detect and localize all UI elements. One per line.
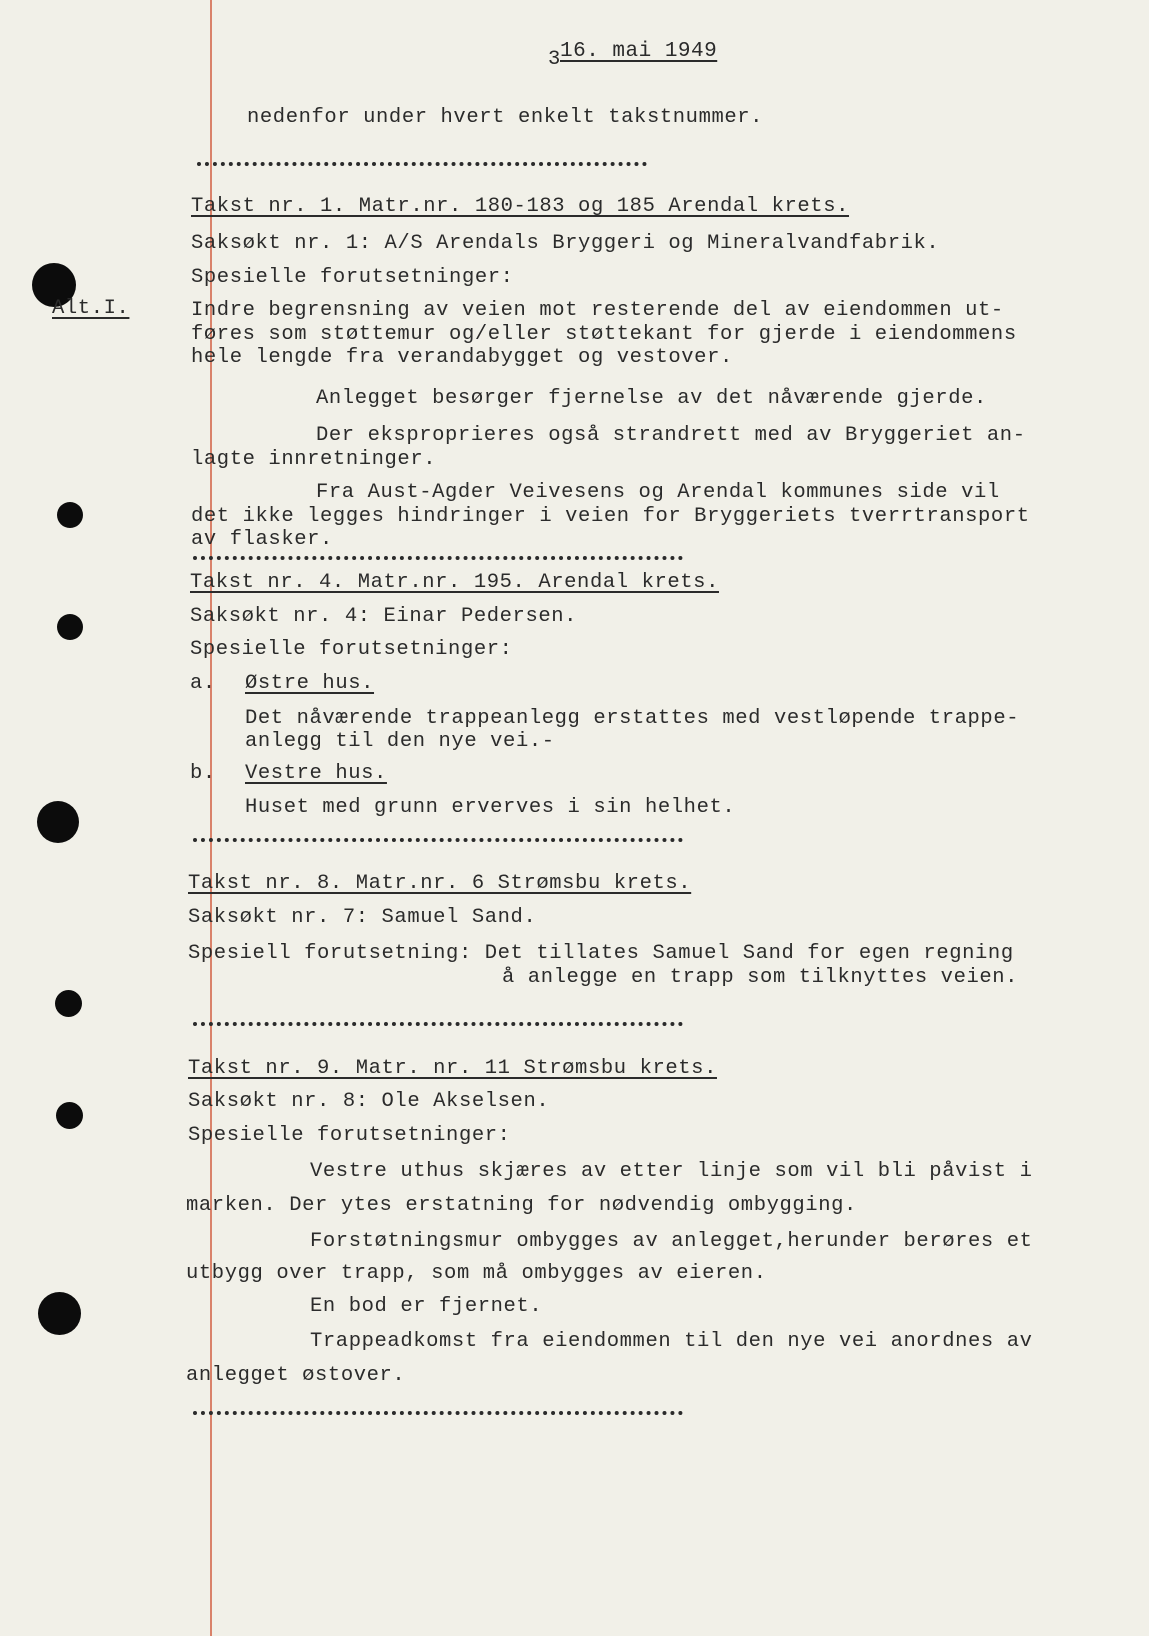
takst-9-text: utbygg over trapp, som må ombygges av eieren. bbox=[186, 1262, 767, 1285]
takst-1-text: lagte innretninger. bbox=[191, 448, 437, 471]
item-a-text: anlegg til den nye vei.- bbox=[245, 730, 555, 753]
takst-1-text: av flasker. bbox=[191, 528, 333, 551]
takst-8-text: å anlegge en trapp som tilknyttes veien. bbox=[502, 966, 1019, 989]
takst-9-text: marken. Der ytes erstatning for nødvendig ombygging. bbox=[186, 1194, 857, 1217]
takst-9-text: Vestre uthus skjæres av etter linje som vil bli påvist i bbox=[310, 1160, 1033, 1183]
item-a-title: Østre hus. bbox=[245, 672, 375, 695]
page-number: 3 bbox=[548, 48, 561, 71]
takst-4-saksokt: Saksøkt nr. 4: Einar Pedersen. bbox=[190, 605, 578, 628]
binder-hole bbox=[55, 990, 82, 1017]
takst-8-heading: Takst nr. 8. Matr.nr. 6 Strømsbu krets. bbox=[188, 872, 692, 895]
takst-1-heading: Takst nr. 1. Matr.nr. 180-183 og 185 Arendal krets. bbox=[191, 195, 850, 218]
takst-9-text: anlegget østover. bbox=[186, 1364, 406, 1387]
item-a-marker: a. bbox=[190, 672, 216, 695]
margin-note: Alt.I. bbox=[52, 297, 130, 320]
takst-1-label: Spesielle forutsetninger: bbox=[191, 266, 514, 289]
intro-line: nedenfor under hvert enkelt takstnummer. bbox=[247, 106, 764, 129]
binder-hole bbox=[57, 614, 83, 640]
takst-1-text: Indre begrensning av veien mot resterende del av eiendommen ut- bbox=[191, 299, 1004, 322]
takst-8-text: Spesiell forutsetning: Det tillates Samuel Sand for egen regning bbox=[188, 942, 1014, 965]
dot-separator bbox=[193, 1411, 683, 1415]
dot-separator bbox=[193, 556, 683, 560]
binder-hole bbox=[56, 1102, 83, 1129]
takst-9-text: En bod er fjernet. bbox=[310, 1295, 543, 1318]
takst-1-text: Anlegget besørger fjernelse av det nåværende gjerde. bbox=[316, 387, 987, 410]
takst-4-label: Spesielle forutsetninger: bbox=[190, 638, 513, 661]
takst-9-text: Trappeadkomst fra eiendommen til den nye vei anordnes av bbox=[310, 1330, 1033, 1353]
takst-8-saksokt: Saksøkt nr. 7: Samuel Sand. bbox=[188, 906, 537, 929]
takst-9-text: Forstøtningsmur ombygges av anlegget,herunder berøres et bbox=[310, 1230, 1033, 1253]
binder-hole bbox=[38, 1292, 81, 1335]
item-b-marker: b. bbox=[190, 762, 216, 785]
binder-hole bbox=[37, 801, 79, 843]
binder-hole bbox=[57, 502, 83, 528]
takst-4-heading: Takst nr. 4. Matr.nr. 195. Arendal krets. bbox=[190, 571, 719, 594]
takst-1-saksokt: Saksøkt nr. 1: A/S Arendals Bryggeri og Mineralvandfabrik. bbox=[191, 232, 940, 255]
takst-1-text: Fra Aust-Agder Veivesens og Arendal kommunes side vil bbox=[316, 481, 1000, 504]
dot-separator bbox=[193, 1022, 683, 1026]
document-date: 16. mai 1949 bbox=[560, 40, 718, 63]
takst-1-text: hele lengde fra verandabygget og vestover. bbox=[191, 346, 733, 369]
takst-9-label: Spesielle forutsetninger: bbox=[188, 1124, 511, 1147]
item-a-text: Det nåværende trappeanlegg erstattes med vestløpende trappe- bbox=[245, 707, 1020, 730]
item-b-text: Huset med grunn erverves i sin helhet. bbox=[245, 796, 736, 819]
item-b-title: Vestre hus. bbox=[245, 762, 387, 785]
takst-1-text: det ikke legges hindringer i veien for Bryggeriets tverrtransport bbox=[191, 505, 1030, 528]
takst-9-heading: Takst nr. 9. Matr. nr. 11 Strømsbu krets. bbox=[188, 1057, 717, 1080]
takst-1-text: føres som støttemur og/eller støttekant for gjerde i eiendommens bbox=[191, 323, 1017, 346]
dot-separator bbox=[193, 838, 683, 842]
dot-separator bbox=[197, 162, 647, 166]
takst-9-saksokt: Saksøkt nr. 8: Ole Akselsen. bbox=[188, 1090, 550, 1113]
takst-1-text: Der eksproprieres også strandrett med av Bryggeriet an- bbox=[316, 424, 1026, 447]
